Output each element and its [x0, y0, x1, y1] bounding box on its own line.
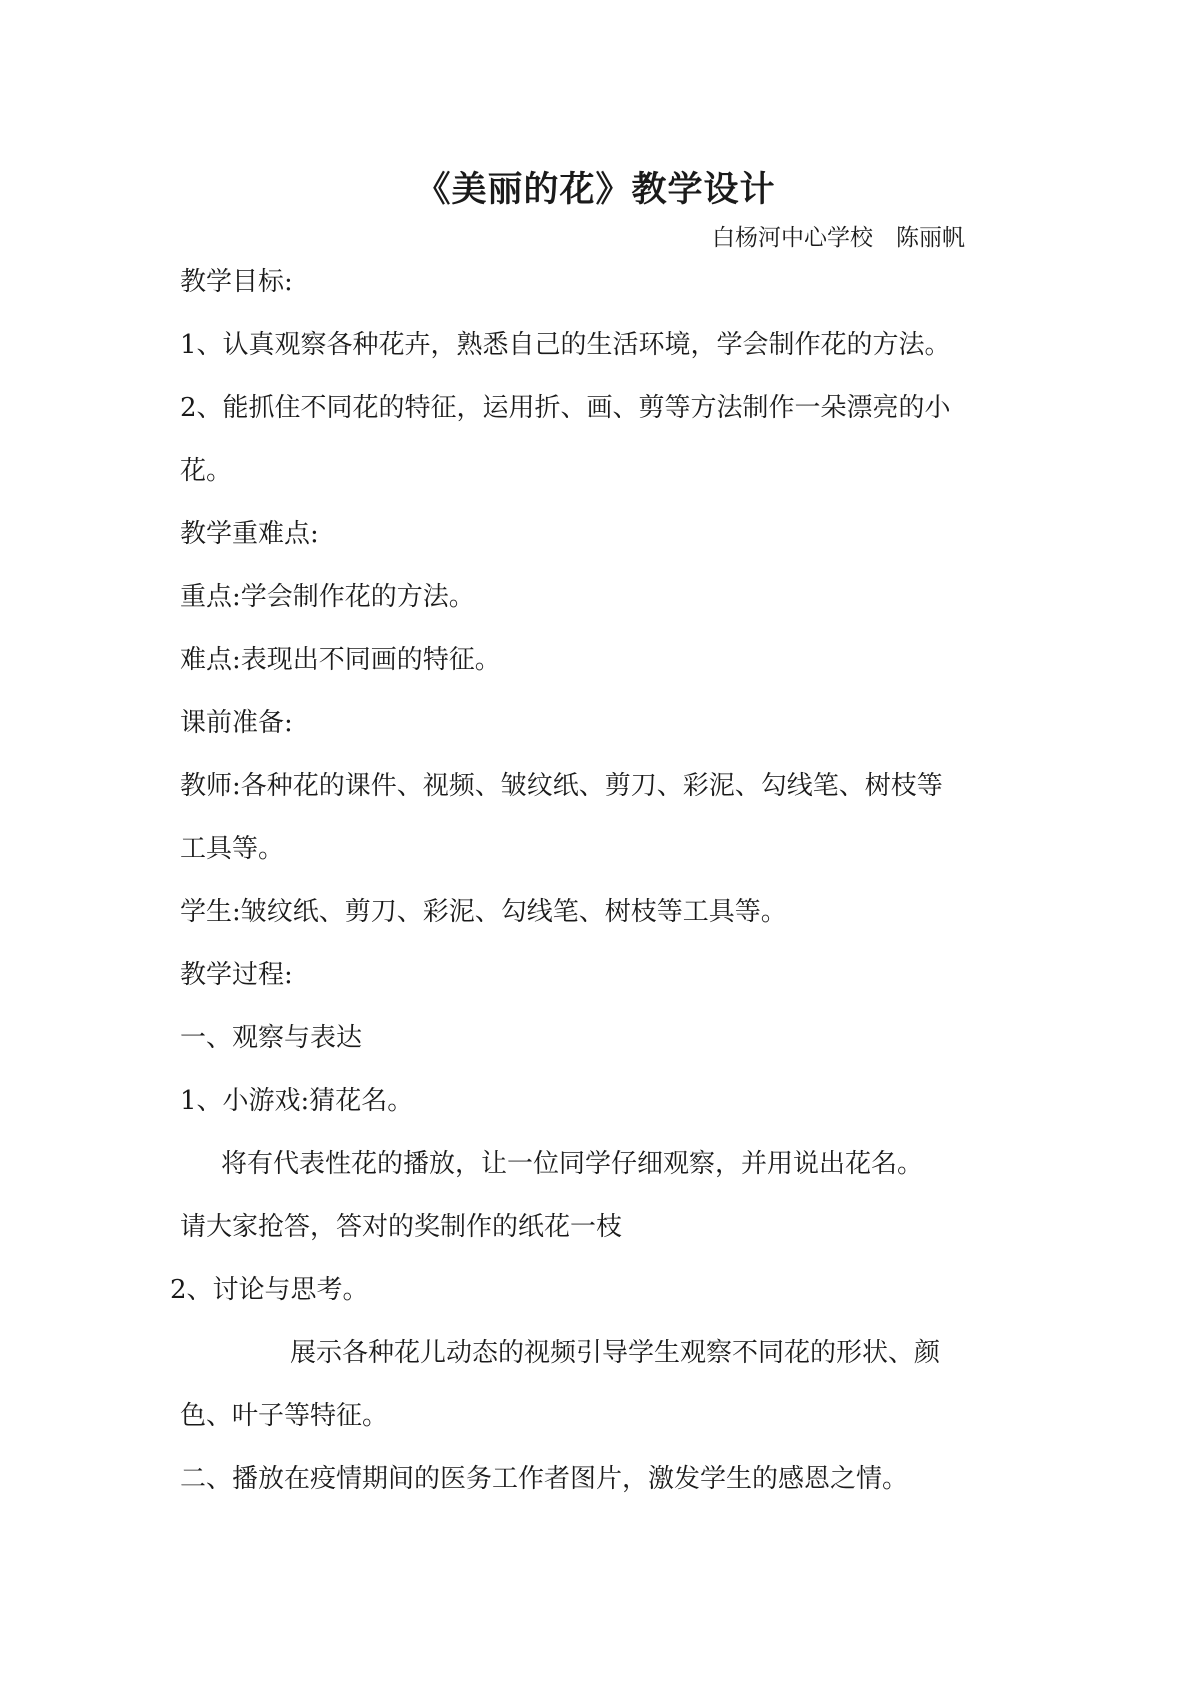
document-title: 《美丽的花》教学设计	[415, 169, 776, 210]
step-1-description-cont: 请大家抢答，答对的奖制作的纸花一枝	[180, 1212, 623, 1242]
section-2-heading: 二、播放在疫情期间的医务工作者图片，激发学生的感恩之情。	[180, 1464, 909, 1494]
step-1: 1、小游戏:猜花名。	[180, 1086, 414, 1116]
step-1-description: 将有代表性花的播放，让一位同学仔细观察，并用说出花名。	[221, 1149, 924, 1179]
key-point: 重点:学会制作花的方法。	[180, 582, 475, 612]
section-1-heading: 一、观察与表达	[180, 1023, 363, 1053]
goal-item-1: 1、认真观察各种花卉，熟悉自己的生活环境，学会制作花的方法。	[180, 330, 951, 360]
teacher-materials-cont: 工具等。	[180, 834, 285, 864]
heading-key-points: 教学重难点:	[180, 519, 319, 549]
author-line: 白杨河中心学校 陈丽帆	[712, 225, 965, 251]
difficult-point: 难点:表现出不同画的特征。	[180, 645, 501, 675]
teacher-materials: 教师:各种花的课件、视频、皱纹纸、剪刀、彩泥、勾线笔、树枝等	[180, 771, 943, 801]
student-materials: 学生:皱纹纸、剪刀、彩泥、勾线笔、树枝等工具等。	[180, 897, 787, 927]
step-2-description: 展示各种花儿动态的视频引导学生观察不同花的形状、颜	[290, 1338, 941, 1368]
goal-item-2-cont: 花。	[180, 456, 233, 486]
heading-process: 教学过程:	[180, 960, 293, 990]
step-2-description-cont: 色、叶子等特征。	[180, 1401, 389, 1431]
step-2: 2、讨论与思考。	[170, 1275, 369, 1305]
goal-item-2: 2、能抓住不同花的特征，运用折、画、剪等方法制作一朵漂亮的小	[180, 393, 951, 423]
heading-preparation: 课前准备:	[180, 708, 293, 738]
heading-teaching-goals: 教学目标:	[180, 267, 293, 297]
